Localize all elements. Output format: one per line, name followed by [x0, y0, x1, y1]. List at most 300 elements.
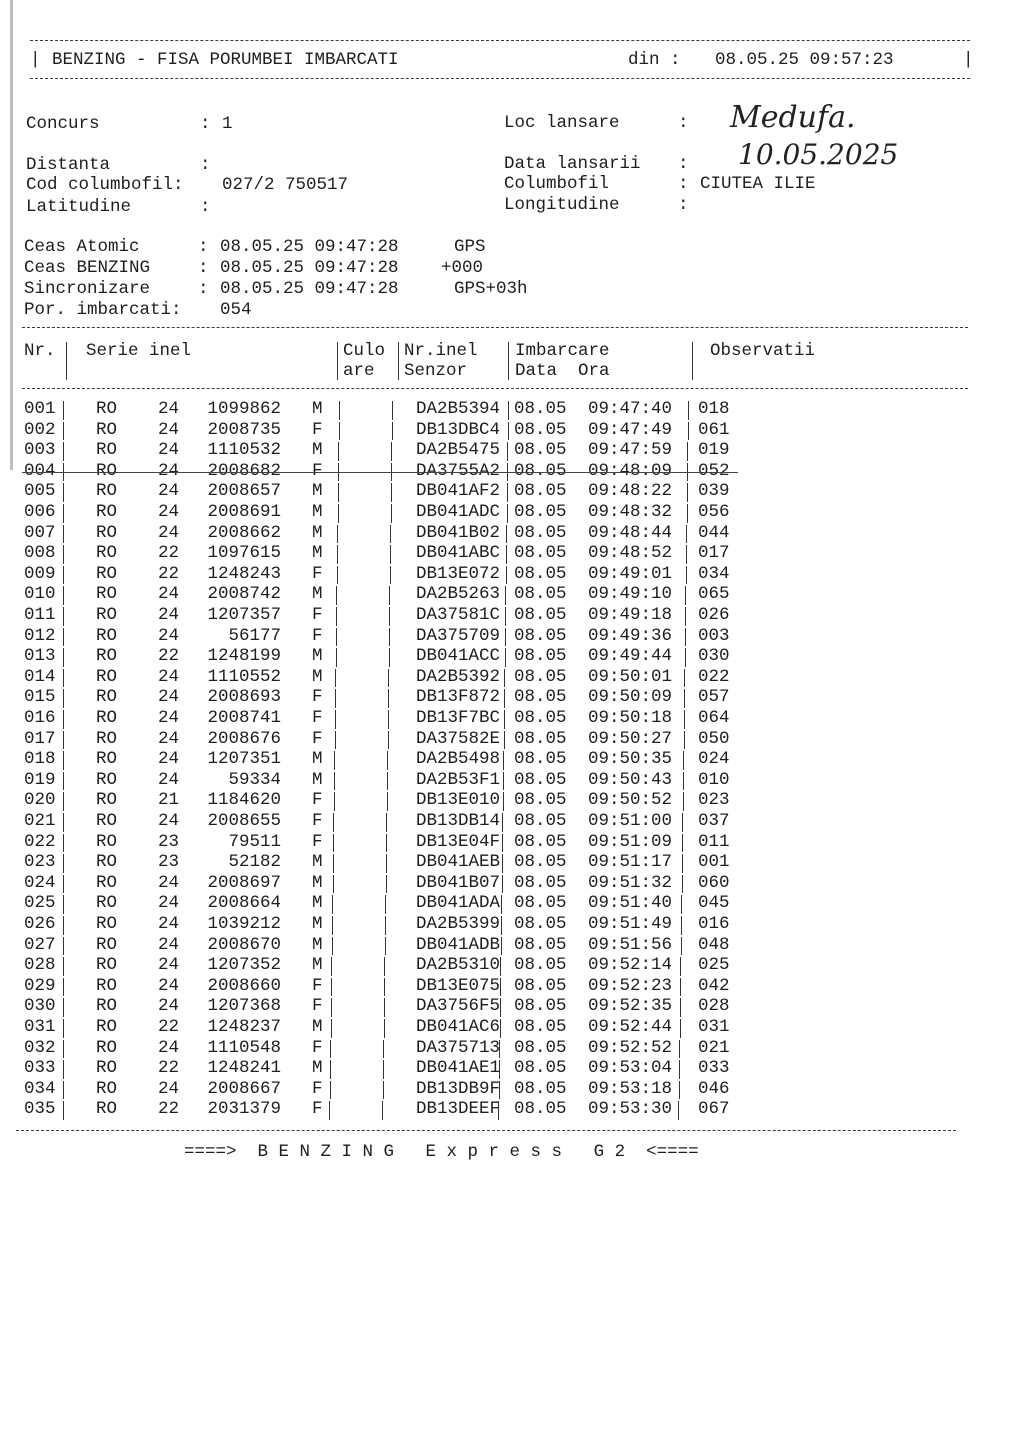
cell-date: 08.05 [514, 749, 567, 770]
cell-observatii: 057 [698, 687, 730, 708]
table-row [0, 811, 1024, 832]
cell-sensor: DB041ADB [415, 934, 500, 955]
row-separator [339, 422, 340, 441]
row-separator [680, 1019, 681, 1038]
cell-date: 08.05 [514, 687, 567, 708]
row-separator [336, 586, 337, 605]
cell-observatii: 048 [698, 934, 730, 955]
cell-sensor: DB041ACC [415, 646, 500, 667]
cell-country: RO [96, 934, 118, 955]
row-separator [686, 525, 687, 544]
row-separator [63, 854, 64, 873]
header-bottom-divider [30, 78, 970, 79]
cell-time: 09:51:49 [588, 914, 673, 934]
row-separator [387, 751, 388, 770]
table-row [0, 502, 1024, 523]
cell-ring: 2008655 [207, 811, 281, 831]
row-separator [683, 772, 684, 791]
row-separator [389, 628, 390, 647]
row-separator [63, 1081, 64, 1100]
cell-country: RO [96, 790, 118, 811]
ceas-atomic-label: Ceas Atomic [24, 237, 140, 257]
cell-ring: 1207351 [207, 749, 281, 770]
row-separator [391, 483, 392, 502]
cell-date: 08.05 [514, 646, 567, 667]
row-separator [63, 1060, 64, 1079]
cell-sensor: DA375709 [415, 625, 500, 646]
row-separator [507, 442, 508, 461]
cell-year: 24 [158, 522, 180, 543]
header-vline-2 [337, 342, 338, 380]
cell-observatii: 028 [698, 996, 730, 1017]
cell-time: 09:53:04 [588, 1058, 673, 1079]
ceas-benzing-label: Ceas BENZING [24, 258, 151, 278]
cell-date: 08.05 [514, 419, 567, 440]
row-separator [63, 895, 64, 914]
cell-nr: 009 [24, 563, 56, 584]
cell-time: 09:50:09 [588, 687, 673, 708]
table-row [0, 832, 1024, 853]
row-separator [391, 442, 392, 461]
table-top-divider [22, 327, 968, 328]
sincronizare-colon: : [198, 279, 209, 299]
cell-sensor: DB041B07 [415, 872, 500, 893]
row-separator [680, 998, 681, 1017]
ceas-atomic-value: 08.05.25 09:47:28 [220, 237, 399, 257]
cell-sensor: DA2B53F1 [415, 769, 500, 790]
table-row [0, 749, 1024, 770]
cell-sex: M [312, 666, 323, 687]
row-separator [506, 525, 507, 544]
row-separator [506, 545, 507, 564]
row-separator [388, 731, 389, 750]
row-separator [505, 648, 506, 667]
row-separator [387, 792, 388, 811]
cell-year: 24 [158, 975, 180, 996]
cell-time: 09:48:22 [588, 481, 673, 502]
ceas-atomic-suffix: GPS [454, 237, 486, 257]
row-separator [333, 834, 334, 853]
cell-year: 22 [158, 1058, 180, 1079]
row-separator [337, 545, 338, 564]
table-row [0, 605, 1024, 626]
cell-country: RO [96, 1078, 118, 1099]
row-separator [502, 875, 503, 894]
cell-observatii: 011 [698, 831, 730, 852]
cell-country: RO [96, 893, 118, 914]
row-separator [685, 648, 686, 667]
cell-date: 08.05 [514, 502, 567, 522]
header-right-bar: | [963, 50, 974, 70]
cell-date: 08.05 [514, 563, 567, 584]
cell-date: 08.05 [514, 811, 567, 831]
cell-ring: 1110548 [207, 1037, 281, 1058]
cell-country: RO [96, 502, 118, 522]
cell-ring: 59334 [228, 769, 281, 790]
cell-nr: 030 [24, 996, 56, 1017]
row-separator [334, 772, 335, 791]
cell-time: 09:50:01 [588, 666, 673, 687]
table-row [0, 955, 1024, 976]
row-separator [506, 566, 507, 585]
cell-date: 08.05 [514, 708, 567, 728]
row-separator [334, 751, 335, 770]
cell-sensor: DA375713 [415, 1037, 500, 1058]
cell-ring: 1248199 [207, 646, 281, 667]
data-lansarii-handwritten: 10.05.2025 [738, 138, 899, 171]
row-separator [63, 772, 64, 791]
cell-date: 08.05 [514, 460, 567, 481]
cell-nr: 026 [24, 914, 56, 934]
cell-nr: 003 [24, 440, 56, 461]
row-separator [63, 1019, 64, 1038]
cell-observatii: 030 [698, 646, 730, 667]
row-separator [332, 937, 333, 956]
table-row [0, 523, 1024, 544]
table-row [0, 626, 1024, 647]
row-separator [508, 401, 509, 420]
row-separator [682, 813, 683, 832]
cell-sex: M [312, 852, 323, 873]
table-row [0, 564, 1024, 585]
table-row [0, 440, 1024, 461]
cell-country: RO [96, 708, 118, 728]
row-separator [688, 422, 689, 441]
porumbei-imbarcati-label: Por. imbarcati: [24, 300, 182, 320]
row-separator [63, 401, 64, 420]
cell-country: RO [96, 749, 118, 770]
cell-nr: 029 [24, 975, 56, 996]
cell-ring: 2008676 [207, 728, 281, 749]
table-row [0, 873, 1024, 894]
cell-date: 08.05 [514, 399, 567, 419]
cell-country: RO [96, 625, 118, 646]
cell-sex: F [312, 605, 323, 625]
cell-year: 24 [158, 893, 180, 914]
longitudine-colon: : [678, 195, 689, 215]
cell-ring: 2008660 [207, 975, 281, 996]
cell-ring: 2008693 [207, 687, 281, 708]
data-lansarii-label: Data lansarii [504, 154, 641, 174]
cell-country: RO [96, 687, 118, 708]
cell-sex: F [312, 708, 323, 728]
row-separator [330, 1040, 331, 1059]
data-lansarii-colon: : [678, 154, 689, 174]
table-row [0, 481, 1024, 502]
cell-year: 24 [158, 934, 180, 955]
col-header-imbarcare-2: Data Ora [515, 361, 610, 381]
cell-ring: 1099862 [207, 399, 281, 419]
row-separator [63, 813, 64, 832]
cell-time: 09:53:30 [588, 1099, 673, 1120]
cell-observatii: 034 [698, 563, 730, 584]
cell-date: 08.05 [514, 1037, 567, 1058]
cell-observatii: 060 [698, 872, 730, 893]
col-header-nr-inel-2: Senzor [404, 361, 468, 381]
row-separator [500, 978, 501, 997]
header-left-bar: | [30, 50, 41, 70]
cell-sex: F [312, 1078, 323, 1099]
cell-ring: 1207352 [207, 955, 281, 976]
row-separator [383, 1040, 384, 1059]
cell-nr: 014 [24, 666, 56, 687]
cell-sex: M [312, 522, 323, 543]
cell-time: 09:50:35 [588, 749, 673, 770]
row-separator [503, 772, 504, 791]
header-top-divider [30, 40, 970, 41]
cell-nr: 010 [24, 584, 56, 605]
row-separator [335, 710, 336, 729]
row-separator [339, 401, 340, 420]
cell-sensor: DB13DB14 [415, 811, 500, 831]
cell-date: 08.05 [514, 934, 567, 955]
cell-ring: 1039212 [207, 914, 281, 934]
row-separator [335, 731, 336, 750]
row-separator [503, 792, 504, 811]
row-separator [331, 998, 332, 1017]
cell-country: RO [96, 914, 118, 934]
cell-ring: 1248241 [207, 1058, 281, 1079]
cell-country: RO [96, 460, 118, 481]
cell-sensor: DB13DBC4 [415, 419, 500, 440]
cell-sensor: DA2B5394 [415, 399, 500, 419]
cell-time: 09:52:23 [588, 975, 673, 996]
cell-country: RO [96, 666, 118, 687]
cell-year: 21 [158, 790, 180, 811]
row-separator [502, 854, 503, 873]
row-separator [63, 957, 64, 976]
col-header-serie-inel: Serie inel [86, 341, 192, 361]
cell-observatii: 024 [698, 749, 730, 770]
cell-country: RO [96, 563, 118, 584]
row-separator [389, 648, 390, 667]
cell-sensor: DA37582E [415, 728, 500, 749]
row-separator [500, 998, 501, 1017]
col-header-nr-inel-1: Nr.inel [404, 341, 478, 361]
cell-time: 09:53:18 [588, 1078, 673, 1099]
cell-ring: 2008682 [207, 460, 281, 481]
cell-observatii: 039 [698, 481, 730, 502]
row-separator [63, 442, 64, 461]
row-separator [386, 875, 387, 894]
col-header-culoare-1: Culo [343, 341, 386, 361]
row-separator [391, 504, 392, 523]
cell-year: 24 [158, 584, 180, 605]
distanta-label: Distanta [26, 155, 111, 175]
row-separator [63, 792, 64, 811]
row-separator [333, 875, 334, 894]
cell-year: 24 [158, 419, 180, 440]
cell-sex: F [312, 996, 323, 1017]
cell-observatii: 050 [698, 728, 730, 749]
row-separator [687, 483, 688, 502]
cell-ring: 52182 [228, 852, 281, 873]
concurs-value: 1 [222, 114, 233, 134]
cell-year: 23 [158, 831, 180, 852]
row-separator [387, 772, 388, 791]
cell-time: 09:51:09 [588, 831, 673, 852]
row-separator [681, 895, 682, 914]
row-separator [687, 442, 688, 461]
cell-nr: 007 [24, 522, 56, 543]
row-separator [63, 525, 64, 544]
row-separator [507, 504, 508, 523]
col-header-nr: Nr. [24, 341, 56, 361]
cell-country: RO [96, 522, 118, 543]
row-separator [507, 483, 508, 502]
cell-nr: 013 [24, 646, 56, 667]
cell-sensor: DA2B5310 [415, 955, 500, 976]
cell-ring: 2008697 [207, 872, 281, 893]
cell-sensor: DA3755A2 [415, 460, 500, 481]
row-separator [63, 998, 64, 1017]
cell-year: 24 [158, 481, 180, 502]
table-header-divider [22, 388, 968, 389]
cell-sensor: DB041AF2 [415, 481, 500, 502]
cell-time: 09:48:32 [588, 502, 673, 522]
row-separator [390, 525, 391, 544]
cell-year: 22 [158, 646, 180, 667]
loc-lansare-label: Loc lansare [504, 113, 620, 133]
cell-year: 24 [158, 811, 180, 831]
cell-date: 08.05 [514, 666, 567, 687]
row-separator [680, 978, 681, 997]
cell-date: 08.05 [514, 852, 567, 873]
cell-sex: M [312, 543, 323, 564]
row-separator [384, 978, 385, 997]
cell-sensor: DB041AC6 [415, 1017, 500, 1037]
cell-date: 08.05 [514, 481, 567, 502]
row-separator [504, 669, 505, 688]
cell-nr: 005 [24, 481, 56, 502]
row-separator [681, 937, 682, 956]
row-separator [335, 669, 336, 688]
longitudine-label: Longitudine [504, 195, 620, 215]
row-separator [386, 813, 387, 832]
cell-observatii: 016 [698, 914, 730, 934]
cell-sensor: DA2B5475 [415, 440, 500, 461]
cell-nr: 004 [24, 460, 56, 481]
cell-sex: M [312, 399, 323, 419]
cell-date: 08.05 [514, 996, 567, 1017]
row-separator [384, 957, 385, 976]
cell-nr: 016 [24, 708, 56, 728]
row-separator [63, 731, 64, 750]
concurs-label: Concurs [26, 114, 100, 134]
row-separator [63, 628, 64, 647]
cell-ring: 2008657 [207, 481, 281, 502]
row-separator [63, 978, 64, 997]
cell-sex: F [312, 687, 323, 708]
row-separator [330, 1060, 331, 1079]
row-separator [63, 689, 64, 708]
cell-nr: 034 [24, 1078, 56, 1099]
cell-observatii: 056 [698, 502, 730, 522]
row-separator [388, 669, 389, 688]
cell-sex: M [312, 1058, 323, 1079]
cell-year: 24 [158, 666, 180, 687]
cell-year: 24 [158, 749, 180, 770]
cell-nr: 025 [24, 893, 56, 914]
cell-observatii: 018 [698, 399, 730, 419]
cell-sensor: DA2B5263 [415, 584, 500, 605]
cell-sex: M [312, 749, 323, 770]
cell-sensor: DB13F872 [415, 687, 500, 708]
row-separator [505, 607, 506, 626]
row-separator [501, 895, 502, 914]
cell-ring: 2031379 [207, 1099, 281, 1120]
cell-sensor: DB041ADC [415, 502, 500, 522]
row-separator [686, 566, 687, 585]
ceas-benzing-colon: : [198, 258, 209, 278]
row-separator [683, 792, 684, 811]
cell-time: 09:47:59 [588, 440, 673, 461]
row-separator [335, 689, 336, 708]
row-separator [63, 648, 64, 667]
table-row [0, 1099, 1024, 1120]
cell-date: 08.05 [514, 831, 567, 852]
cell-time: 09:52:14 [588, 955, 673, 976]
row-separator [682, 854, 683, 873]
cell-nr: 023 [24, 852, 56, 873]
row-separator [679, 1060, 680, 1079]
cell-date: 08.05 [514, 522, 567, 543]
cell-observatii: 061 [698, 419, 730, 440]
cell-year: 22 [158, 563, 180, 584]
row-separator [331, 978, 332, 997]
row-separator [504, 731, 505, 750]
cell-observatii: 025 [698, 955, 730, 976]
cell-year: 24 [158, 996, 180, 1017]
cell-sensor: DB041AE1 [415, 1058, 500, 1079]
cell-sex: F [312, 419, 323, 440]
cell-nr: 022 [24, 831, 56, 852]
cell-sex: M [312, 502, 323, 522]
cell-time: 09:52:35 [588, 996, 673, 1017]
ceas-atomic-colon: : [198, 237, 209, 257]
document-title: BENZING - FISA PORUMBEI IMBARCATI [52, 50, 399, 70]
cell-observatii: 023 [698, 790, 730, 811]
table-row [0, 584, 1024, 605]
row-separator [338, 504, 339, 523]
cell-date: 08.05 [514, 872, 567, 893]
row-separator [682, 875, 683, 894]
cell-year: 24 [158, 399, 180, 419]
cell-observatii: 010 [698, 769, 730, 790]
row-separator [687, 504, 688, 523]
cell-ring: 1110532 [207, 440, 281, 461]
cell-country: RO [96, 584, 118, 605]
cell-country: RO [96, 440, 118, 461]
cell-sex: F [312, 831, 323, 852]
table-row [0, 935, 1024, 956]
cell-year: 24 [158, 1037, 180, 1058]
cell-year: 24 [158, 872, 180, 893]
row-separator [384, 1019, 385, 1038]
cell-time: 09:49:01 [588, 563, 673, 584]
cell-date: 08.05 [514, 440, 567, 461]
row-separator [383, 1060, 384, 1079]
row-separator [63, 1040, 64, 1059]
row-separator [503, 751, 504, 770]
cell-observatii: 033 [698, 1058, 730, 1079]
cell-time: 09:49:44 [588, 646, 673, 667]
cell-sensor: DB13E010 [415, 790, 500, 811]
cell-country: RO [96, 543, 118, 564]
row-separator [337, 566, 338, 585]
loc-lansare-handwritten: Medufa. [730, 100, 856, 135]
cell-observatii: 044 [698, 522, 730, 543]
